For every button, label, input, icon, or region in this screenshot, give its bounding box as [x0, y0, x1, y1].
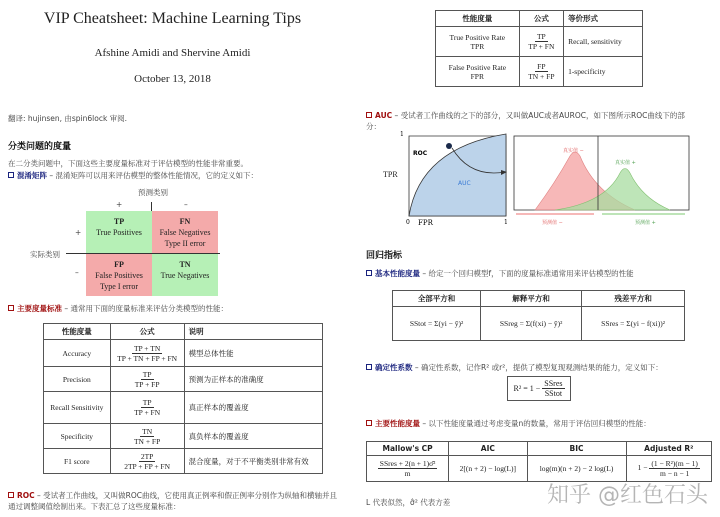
watermark: 知乎 @红色石头: [547, 483, 708, 508]
r2-formula: R² = 1 − $\frac{\text{SSres}}{\text{SStot}}$: [507, 376, 571, 401]
document-title: VIP Cheatsheet: Machine Learning Tips: [43, 10, 302, 27]
actual-label: 实际类别: [30, 250, 60, 259]
checkbox-icon: [8, 492, 14, 498]
metrics-table: 性能度量 公式 说明 Accuracy $\frac{TP + TN}{TP + TN + FP + FN}$ 模型总体性能 Precision $\frac{TP}{TP + FP}$ 预测为正样本的准确度 Recall Sensitivity $\frac{TP}{TP + FN}$ 真正样本的覆盖度 Specificity $\frac{TN}{TN + FP}$ 真负样本的覆盖度 F1 score $\frac{2TP}{2TP + FP + FN}$ 混合度量，对于不平衡类别非常有效: [43, 323, 323, 474]
auc-line-2: 分：: [366, 122, 381, 131]
r2-line: 确定性系数 – 确定性系数，记作R² 或r²，提供了模型复现观测结果的能力，定义如下：: [366, 362, 663, 373]
translation-note: 翻译: hujinsen, 由spin6lock 审阅.: [8, 114, 128, 123]
actual-plus: +: [75, 228, 82, 237]
footnote: L 代表似然，σ̂² 代表方差: [366, 498, 451, 507]
roc-line-2: 通过调整阈值绘制出来。下表汇总了这些度量标准：: [8, 502, 181, 511]
checkbox-icon: [366, 420, 372, 426]
cell-tn: TN True Negatives: [152, 254, 218, 296]
pred-plus: +: [116, 200, 123, 209]
cell-tp: TP True Positives: [86, 211, 152, 253]
authors: Afshine Amidi and Shervine Amidi: [94, 47, 251, 59]
checkbox-icon: [8, 305, 14, 311]
threshold-point: [446, 143, 452, 149]
confusion-matrix-line: [8, 170, 258, 181]
classification-heading: 分类问题的度量: [8, 142, 72, 152]
checkbox-icon: [8, 172, 14, 178]
cell-fn: FN False Negatives Type II error: [152, 211, 218, 253]
main-metrics-line: 主要性能度量 – 以下性能度量通过考虑变量n的数量，常用于评估回归模型的性能：: [366, 418, 651, 429]
checkbox-icon: [366, 112, 372, 118]
sum-of-squares-table: 全部平方和 解释平方和 残差平方和 SStot = Σ(yi − ȳ)² SSreg = Σ(f(xi) − ȳ)² SSres = Σ(yi − f(xi))²: [392, 290, 685, 341]
checkbox-icon: [366, 270, 372, 276]
table-row: F1 score $\frac{2TP}{2TP + FP + FN}$ 混合度量，对于不平衡类别非常有效: [44, 449, 323, 474]
date: October 13, 2018: [134, 73, 211, 85]
table-row: Recall Sensitivity $\frac{TP}{TP + FN}$ 真正样本的覆盖度: [44, 392, 323, 424]
tpr-label: TPR: [383, 170, 398, 179]
roc-auc-figure: [380, 128, 710, 228]
pred-neg-label: 预测值 −: [542, 220, 563, 226]
true-pos-label: 真实值 +: [615, 160, 636, 166]
metrics-line: 主要度量标准 – 通常用下面的度量标准来评估分类模型的性能：: [8, 303, 228, 314]
table-row: Precision $\frac{TP}{TP + FP}$ 预测为正样本的准确度: [44, 367, 323, 392]
table-row: $\frac{\text{SSres + 2(n + 1)σ̂²}}{m}$ 2[(n + 2) − log(L)] log(m)(n + 2) − 2 log(L) 1 − $\frac{\text{(1 − R²)(m − 1)}}{m - n - 1}$: [367, 456, 712, 482]
checkbox-icon: [366, 364, 372, 370]
zero-label: 0: [406, 219, 410, 226]
true-neg-label: 真实值 −: [563, 148, 584, 154]
table-row: False Positive Rate FPR $\frac{FP}{TN + FP}$ 1-specificity: [436, 57, 643, 87]
fpr-label: FPR: [418, 219, 433, 227]
text: – 混淆矩阵可以用来评估模型的整体性能情况，它的定义如下：: [47, 171, 259, 180]
main-metrics-table: Mallow's CP AIC BIC Adjusted R² $\frac{\text{SSres + 2(n + 1)σ̂²}}{m}$ 2[(n + 2) − log(L)] log(m)(n + 2) − 2 log(L) 1 − $\frac{\text{(1 − R²)(m − 1)}}{m - n - 1}$: [366, 441, 712, 482]
classification-intro: 在二分类问题中，下面这些主要度量标准对于评估模型的性能非常重要。: [8, 159, 248, 168]
auc-line: AUC – 受试者工作曲线的之下的部分，又叫做AUC或者AUROC，如下图所示ROC曲线下的部: [366, 110, 685, 121]
auc-label: AUC: [458, 180, 471, 187]
cell-fp: FP False Positives Type I error: [86, 254, 152, 296]
roc-table: 性能度量 公式 等价形式 True Positive Rate TPR $\frac{TP}{TP + FN}$ Recall, sensitivity False Positive Rate FPR $\frac{FP}{TN + FP}$ 1-specificity: [435, 10, 643, 87]
table-row: True Positive Rate TPR $\frac{TP}{TP + FN}$ Recall, sensitivity: [436, 27, 643, 57]
regression-heading: 回归指标: [366, 251, 403, 261]
one-y-label: 1: [400, 131, 404, 138]
one-x-label: 1: [504, 219, 508, 226]
predicted-label: 预测类别: [138, 188, 168, 197]
pred-minus: –: [184, 200, 188, 209]
table-row: Specificity $\frac{TN}{TN + FP}$ 真负样本的覆盖度: [44, 424, 323, 449]
roc-line: ROC – 受试者工作曲线，又叫做ROC曲线，它使用真正例率和假正例率分别作为纵轴和横轴并且: [8, 490, 337, 501]
keyword: 混淆矩阵: [17, 171, 47, 180]
auc-area: [409, 134, 506, 216]
roc-label: ROC: [413, 150, 428, 157]
table-row: SStot = Σ(yi − ȳ)² SSreg = Σ(f(xi) − ȳ)² SSres = Σ(yi − f(xi))²: [393, 307, 685, 341]
basic-metrics-line: 基本性能度量 – 给定一个回归模型f，下面的度量标准通常用来评估模型的性能: [366, 268, 634, 279]
table-row: Accuracy $\frac{TP + TN}{TP + TN + FP + FN}$ 模型总体性能: [44, 340, 323, 367]
pred-pos-label: 预测值 +: [635, 220, 656, 226]
actual-minus: –: [75, 268, 79, 277]
